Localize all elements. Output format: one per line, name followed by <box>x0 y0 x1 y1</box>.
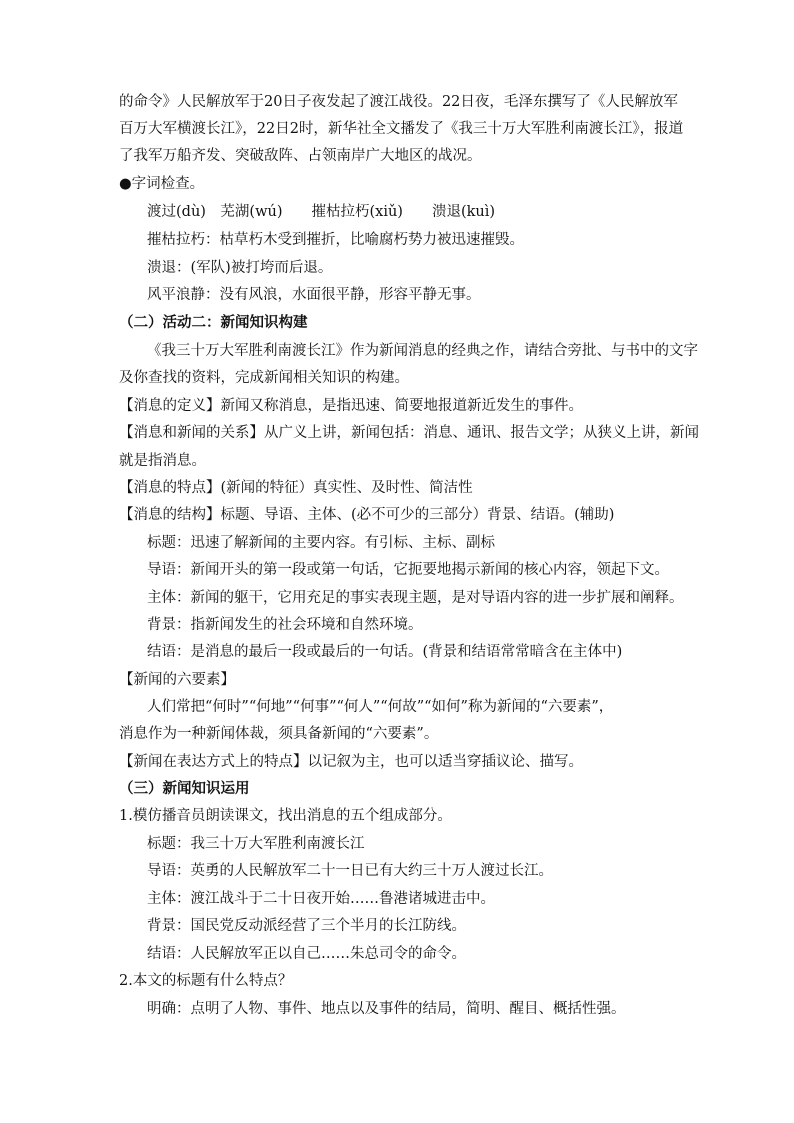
text-line: 消息作为一种新闻体裁，须具备新闻的“六要素”。 <box>119 726 439 742</box>
text-line: 溃退：(军队)被打垮而后退。 <box>147 260 333 276</box>
text-line: 背景：指新闻发生的社会环境和自然环境。 <box>147 617 423 633</box>
text-line: 【消息的结构】标题、导语、主体、(必不可少的三部分）背景、结语。(辅助) <box>119 507 615 523</box>
text-line: 背景：国民党反动派经营了三个半月的长江防线。 <box>147 918 466 934</box>
text-line: 标题：我三十万大军胜利南渡长江 <box>147 836 365 852</box>
text-line: 标题：迅速了解新闻的主要内容。有引标、主标、副标 <box>147 535 495 551</box>
text-line: 【消息和新闻的关系】从广义上讲，新闻包括：消息、通讯、报告文学；从狭义上讲，新闻 <box>119 425 699 441</box>
text-line: 渡过(dù) 芜湖(wú) 摧枯拉朽(xiǔ) 溃退(kuì) <box>147 204 496 220</box>
text-line: 【消息的定义】新闻又称消息，是指迅速、简要地报道新近发生的事件。 <box>119 398 583 414</box>
text-line: 主体：新闻的躯干，它用充足的事实表现主题，是对导语内容的进一步扩展和阐释。 <box>147 590 684 606</box>
text-line: 明确：点明了人物、事件、地点以及事件的结局，简明、醒目、概括性强。 <box>147 1001 626 1017</box>
text-line: 导语：新闻开头的第一段或第一句话，它扼要地揭示新闻的核心内容，领起下文。 <box>147 562 669 578</box>
text-line: ●字词检查。 <box>119 176 205 192</box>
text-line: 的命令》人民解放军于20日子夜发起了渡江战役。22日夜，毛泽东撰写了《人民解放军 <box>119 94 678 110</box>
text-line: 摧枯拉朽：枯草朽木受到摧折，比喻腐朽势力被迅速摧毁。 <box>147 232 524 248</box>
text-line: 【新闻的六要素】 <box>119 672 235 688</box>
text-line: 及你查找的资料，完成新闻相关知识的构建。 <box>119 370 409 386</box>
text-line: （三）新闻知识运用 <box>119 780 250 797</box>
text-line: 百万大军横渡长江》，22日2时，新华社全文播发了《我三十万大军胜利南渡长江》，报道 <box>119 121 684 137</box>
text-line: 结语：人民解放军正以自己……朱总司令的命令。 <box>147 946 466 962</box>
text-line: 【消息的特点】(新闻的特征）真实性、及时性、简洁性 <box>119 480 473 496</box>
text-line: 【新闻在表达方式上的特点】以记叙为主，也可以适当穿插议论、描写。 <box>119 754 583 770</box>
text-line: 风平浪静：没有风浪，水面很平静，形容平静无事。 <box>147 287 481 303</box>
text-line: 2.本文的标题有什么特点？ <box>119 973 293 989</box>
text-line: （二）活动二：新闻知识构建 <box>119 314 308 331</box>
text-line: 了我军万船齐发、突破敌阵、占领南岸广大地区的战况。 <box>119 148 482 164</box>
text-line: 就是指消息。 <box>119 453 206 469</box>
text-line: 主体：渡江战斗于二十日夜开始……鲁港诸城进击中。 <box>147 891 495 907</box>
text-line: 结语：是消息的最后一段或最后的一句话。(背景和结语常常暗含在主体中) <box>147 644 623 660</box>
text-line: 导语：英勇的人民解放军二十一日已有大约三十万人渡过长江。 <box>147 863 553 879</box>
text-line: 《我三十万大军胜利南渡长江》作为新闻消息的经典之作，请结合旁批、与书中的文字 <box>147 343 698 359</box>
text-line: 人们常把“何时”“何地”“何事”“何人”“何故”“如何”称为新闻的“六要素”， <box>147 699 614 715</box>
text-line: 1.模仿播音员朗读课文，找出消息的五个组成部分。 <box>119 808 452 824</box>
